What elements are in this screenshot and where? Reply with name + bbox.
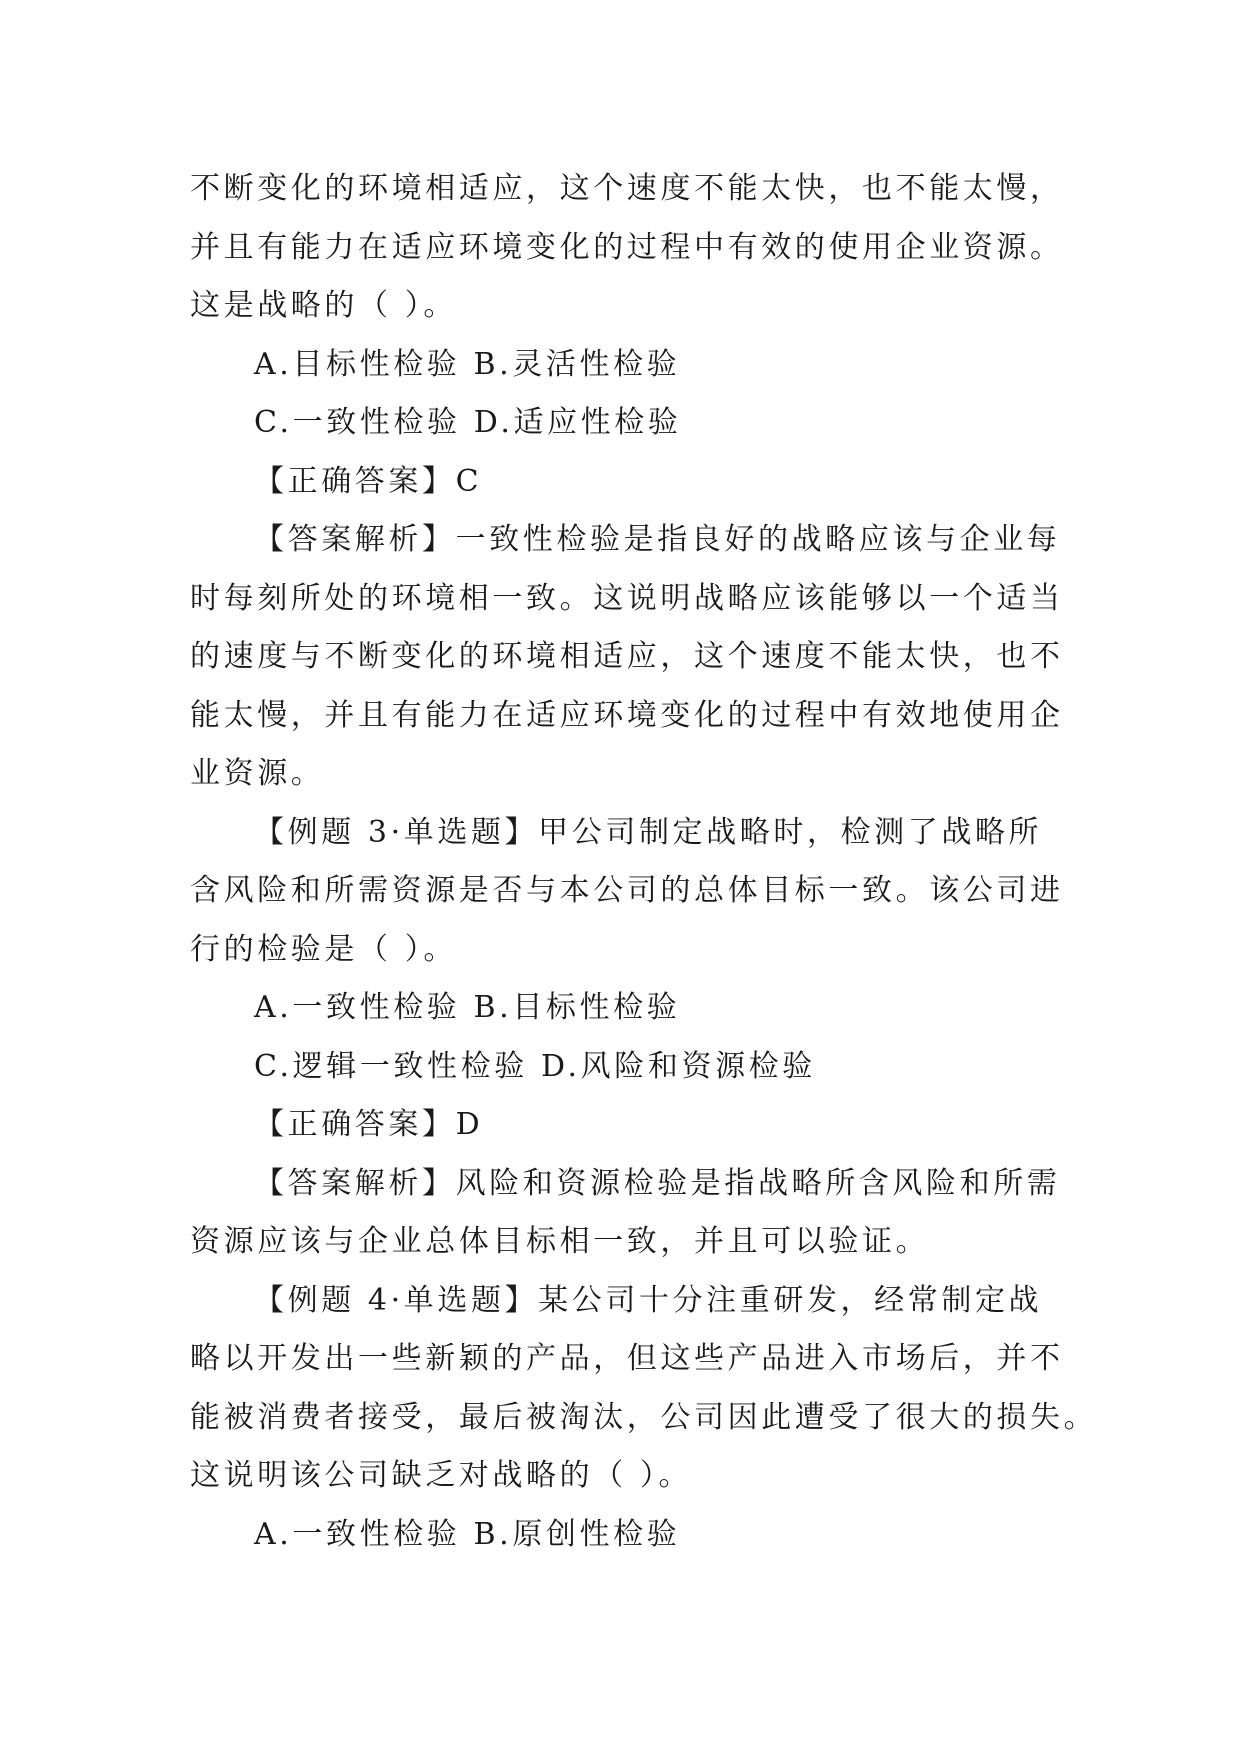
option-line: A.一致性检验 B.目标性检验 (254, 990, 681, 1025)
text-line: 略以开发出一些新颖的产品，但这些产品进入市场后，并不 (190, 1341, 1064, 1376)
option-line: C.逻辑一致性检验 D.风险和资源检验 (254, 1048, 816, 1084)
text-line: 时每刻所处的环境相一致。这说明战略应该能够以一个适当 (190, 580, 1064, 616)
text-line: 不断变化的环境相适应，这个速度不能太快，也不能太慢， (190, 171, 1064, 206)
answer-explanation: 【答案解析】风险和资源检验是指战略所含风险和所需 (254, 1165, 1061, 1201)
text-line: 能被消费者接受，最后被淘汰，公司因此遭受了很大的损失。 (190, 1399, 1098, 1435)
document-body (190, 160, 1098, 1564)
text-line: 并且有能力在适应环境变化的过程中有效的使用企业资源。 (190, 229, 1064, 265)
answer-explanation: 【答案解析】一致性检验是指良好的战略应该与企业每 (254, 522, 1061, 557)
text-line: 含风险和所需资源是否与本公司的总体目标一致。该公司进 (190, 873, 1064, 908)
option-line: A.目标性检验 B.灵活性检验 (254, 346, 681, 382)
correct-answer: 【正确答案】C (254, 463, 483, 499)
example-question-3: 【例题 3·单选题】甲公司制定战略时，检测了战略所 (254, 814, 1043, 850)
text-line: 资源应该与企业总体目标相一致，并且可以验证。 (190, 1224, 930, 1259)
option-line: C.一致性检验 D.适应性检验 (254, 405, 682, 440)
text-line: 行的检验是（ ）。 (190, 931, 457, 967)
text-line: 这说明该公司缺乏对战略的（ ）。 (190, 1458, 693, 1493)
example-question-4: 【例题 4·单选题】某公司十分注重研发，经常制定战 (254, 1282, 1043, 1318)
correct-answer: 【正确答案】D (254, 1107, 484, 1142)
text-line: 这是战略的（ ）。 (190, 288, 457, 323)
text-line: 能太慢，并且有能力在适应环境变化的过程中有效地使用企 (190, 697, 1064, 733)
text-line: 的速度与不断变化的环境相适应，这个速度不能太快，也不 (190, 639, 1064, 674)
option-line: A.一致性检验 B.原创性检验 (254, 1516, 681, 1552)
text-line: 业资源。 (190, 756, 325, 791)
